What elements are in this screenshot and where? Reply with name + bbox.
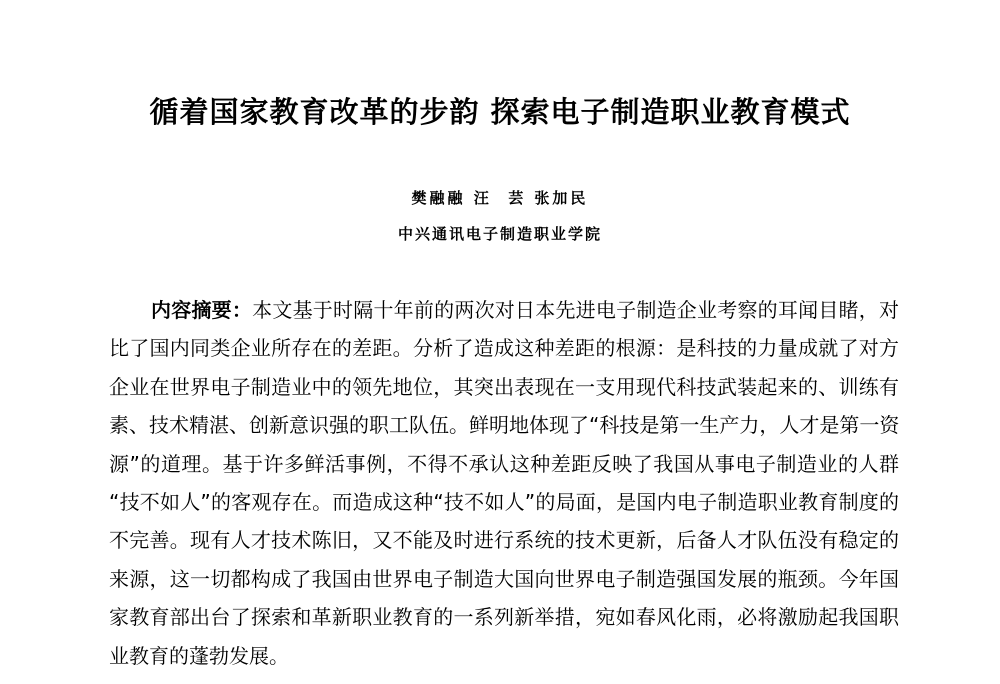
abstract-line: 家教育部出台了探索和革新职业教育的一系列新举措，宛如春风化雨，必将激励起我国职 xyxy=(109,605,899,630)
abstract-line: 源”的道理。基于许多鲜活事例，不得不承认这种差距反映了我国从事电子制造业的人群 xyxy=(109,451,899,476)
abstract-line: “技不如人”的客观存在。而造成这种“技不如人”的局面，是国内电子制造职业教育制度的 xyxy=(109,489,899,514)
abstract-line: 素、技术精湛、创新意识强的职工队伍。鲜明地体现了“科技是第一生产力，人才是第一资 xyxy=(109,413,900,438)
abstract-line-text: 本文基于时隔十年前的两次对日本先进电子制造企业考察的耳闻目睹，对 xyxy=(252,298,900,322)
abstract-line: 来源，这一切都构成了我国由世界电子制造大国向世界电子制造强国发展的瓶颈。今年国 xyxy=(109,566,899,591)
abstract-line: 比了国内同类企业所存在的差距。分析了造成这种差距的根源：是科技的力量成就了对方 xyxy=(109,336,899,361)
abstract-line: 业教育的蓬勃发展。 xyxy=(109,643,289,668)
paper-title: 循着国家教育改革的步韵 探索电子制造职业教育模式 xyxy=(149,95,851,129)
abstract-line xyxy=(109,291,899,329)
abstract-line: 不完善。现有人才技术陈旧，又不能及时进行系统的技术更新，后备人才队伍没有稳定的 xyxy=(109,528,899,553)
paper-affiliation: 中兴通讯电子制造职业学院 xyxy=(397,225,602,243)
abstract xyxy=(109,291,899,675)
abstract-label: 内容摘要： xyxy=(151,298,253,322)
abstract-line: 企业在世界电子制造业中的领先地位，其突出表现在一支用现代科技武装起来的、训练有 xyxy=(109,374,899,399)
paper-authors: 樊融融 汪 芸 张加民 xyxy=(411,189,589,207)
